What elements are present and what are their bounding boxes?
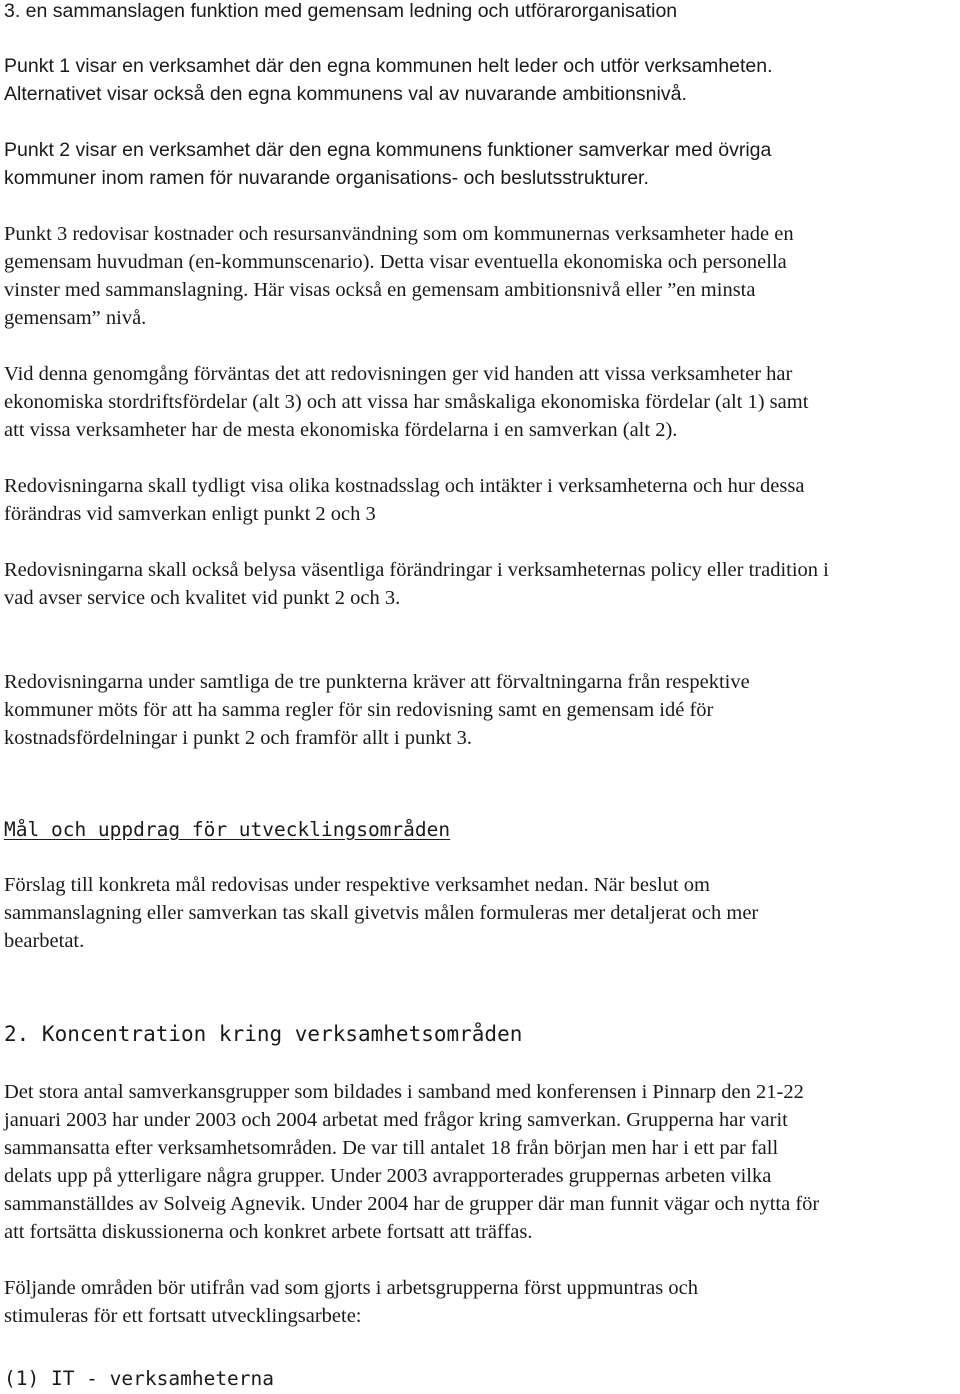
text-line: stimuleras för ett fortsatt utvecklingsarbete: [4,1305,362,1327]
text-line: kommuner inom ramen för nuvarande organisations- och beslutsstrukturer. [4,167,649,189]
text-line: januari 2003 har under 2003 och 2004 arbetat med frågor kring samverkan. Grupperna har varit [4,1109,788,1131]
text-line: kostnadsfördelningar i punkt 2 och framför allt i punkt 3. [4,727,472,749]
text-line: ekonomiska stordriftsfördelar (alt 3) och att vissa har småskaliga ekonomiska fördelar (alt 1) samt [4,391,809,413]
text-line: sammanställdes av Solveig Agnevik. Under 2004 har de grupper där man funnit vägar och nytta för [4,1193,820,1215]
text-line: gemensam huvudman (en-kommunscenario). Detta visar eventuella ekonomiska och personella [4,251,787,273]
text-line: bearbetat. [4,930,85,952]
text-line: Punkt 1 visar en verksamhet där den egna kommunen helt leder och utför verksamheten. [4,55,773,77]
text-line: att fortsätta diskussionerna och konkret arbete fortsatt att träffas. [4,1221,533,1243]
text-line: Punkt 3 redovisar kostnader och resursanvändning som om kommunernas verksamheter hade en [4,223,794,245]
text-line: Följande områden bör utifrån vad som gjorts i arbetsgrupperna först uppmuntras och [4,1277,698,1299]
section-heading-2: 2. Koncentration kring verksamhetsområden [4,1022,523,1046]
text-line: Redovisningarna skall tydligt visa olika kostnadsslag och intäkter i verksamheterna och hur dessa [4,475,805,497]
text-line: sammanslagning eller samverkan tas skall givetvis målen formuleras mer detaljerat och mer [4,902,759,924]
text-line: Redovisningarna skall också belysa väsentliga förändringar i verksamheternas policy eller tradition i [4,559,829,581]
text-line: Alternativet visar också den egna kommunens val av nuvarande ambitionsnivå. [4,83,687,105]
text-line: Vid denna genomgång förväntas det att redovisningen ger vid handen att vissa verksamheter har [4,363,793,385]
text-line: Förslag till konkreta mål redovisas under respektive verksamhet nedan. När beslut om [4,874,710,896]
text-line: att vissa verksamheter har de mesta ekonomiska fördelarna i en samverkan (alt 2). [4,419,678,441]
text-line: delats upp på ytterligare några grupper. Under 2003 avrapporterades gruppernas arbeten vilka [4,1165,772,1187]
section-heading-goals: Mål och uppdrag för utvecklingsområden [4,818,451,841]
list-item-3: 3. en sammanslagen funktion med gemensam ledning och utförarorganisation [4,0,678,22]
text-line: vad avser service och kvalitet vid punkt 2 och 3. [4,587,401,609]
text-line: förändras vid samverkan enligt punkt 2 och 3 [4,503,376,525]
text-line: Punkt 2 visar en verksamhet där den egna kommunens funktioner samverkar med övriga [4,139,772,161]
text-line: gemensam” nivå. [4,307,147,329]
text-line: sammansatta efter verksamhetsområden. De var till antalet 18 från början men har i ett par fall [4,1137,779,1159]
text-line: vinster med sammanslagning. Här visas också en gemensam ambitionsnivå eller ”en minsta [4,279,756,301]
text-line: kommuner möts för att ha samma regler för sin redovisning samt en gemensam idé för [4,699,714,721]
text-line: Det stora antal samverkansgrupper som bildades i samband med konferensen i Pinnarp den 21-22 [4,1081,804,1103]
list-item-it: (1) IT - verksamheterna [4,1367,275,1390]
text-line: Redovisningarna under samtliga de tre punkterna kräver att förvaltningarna från respektive [4,671,750,693]
